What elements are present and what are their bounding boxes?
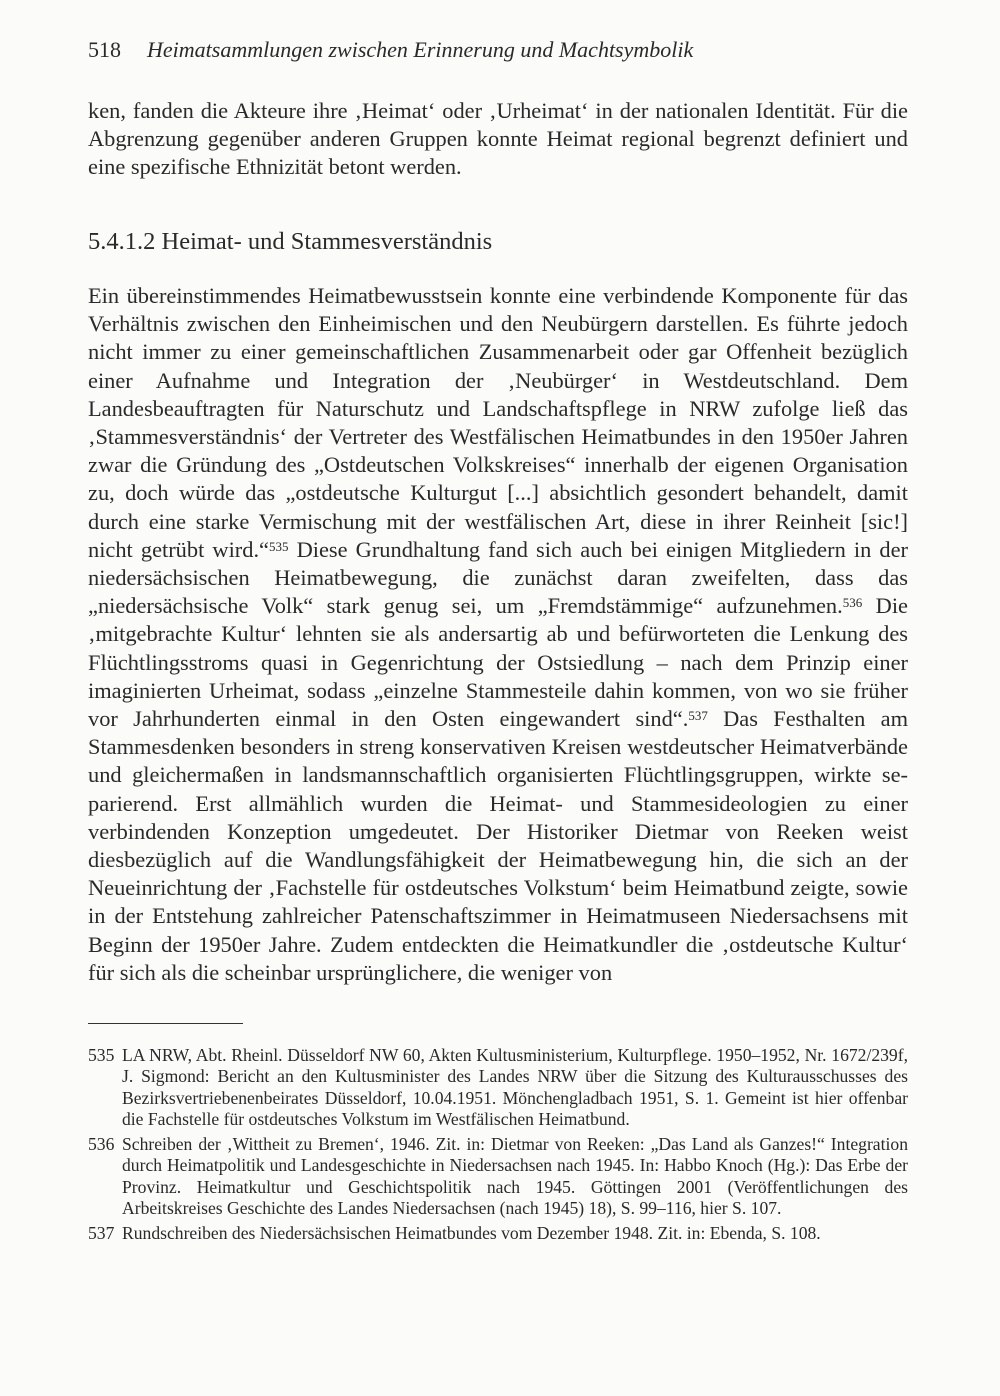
footnote-divider xyxy=(88,1023,243,1024)
paragraph-text: Diese Grundhaltung fand sich auch bei einigen Mitgliedern in der niedersächsischen Heimatbewegung, die zunächst daran zweifelten, dass das „niedersächsische Volk“ stark genug sei, um „Fremdstämmige“ aufzunehmen. xyxy=(88,536,908,619)
footnotes xyxy=(88,1045,908,1249)
running-title: Heimatsammlungen zwischen Erinnerung und Machtsymbolik xyxy=(147,37,694,62)
footnote-ref-536[interactable]: 536 xyxy=(842,595,863,611)
footnote-number: 537 xyxy=(88,1223,115,1244)
footnote-536 xyxy=(88,1134,908,1219)
footnote-ref-535[interactable]: 535 xyxy=(268,538,289,554)
footnote-number: 535 xyxy=(88,1045,115,1065)
intro-paragraph: ken, fanden die Akteure ihre ‚Heimat‘ oder ‚Urheimat‘ in der nationalen Identität. Für die Abgrenzung gegenüber anderen Gruppen konnte Heimat regional begrenzt definiert und eine spezifische Ethnizität betont werden. xyxy=(88,98,908,180)
page-number: 518 xyxy=(88,37,121,62)
paragraph-text: Ein übereinstimmendes Heimatbewusstsein konnte eine verbindende Komponente für das Verhältnis zwischen den Einheimischen und den Neubürgern darstellen. Es führte jedoch nicht immer zu einer gemeinschaftlichen Zusammenarbeit oder gar Offenheit bezüglich einer Aufnahme und Integration der ‚Neubürger‘ in Westdeutschland. Dem Landesbeauftragten für Naturschutz und Landschaftspflege in NRW zufolge ließ das ‚Stammesverständnis‘ der Vertreter des Westfälischen Heimatbundes in den 1950er Jahren zwar die Gründung des „Ostdeutschen Volkskreises“ innerhalb der eigenen Organisation zu, doch würde das „ostdeutsche Kulturgut [...] absichtlich gesondert behandelt, damit durch eine starke Vermischung mit der westfälischen Art, diese in ihrer Reinheit [sic!] nicht getrübt wird.“ xyxy=(88,283,908,562)
footnote-ref-537[interactable]: 537 xyxy=(688,708,708,724)
running-head xyxy=(88,36,908,64)
paragraph-text: Das Festhalten am Stammesdenken besonders in streng konservativen Kreisen westdeutscher Heimatverbände und gleichermaßen in landsmannschaftlich organisierten Flüchtlingsgruppen, wirkte separierend. Erst allmählich wurden die Heimat- und Stammesideologien zu einer verbindenden Konzeption umgedeutet. Der Historiker Dietmar von Reeken weist diesbezüglich auf die Wandlungsfähigkeit der Heimatbewegung hin, die sich an der Neueinrichtung der ‚Fachstelle für ostdeutsches Volkstum‘ beim Heimatbund zeigte, sowie in der Entstehung zahlreicher Patenschaftszimmer in Heimatmuseen Niedersachsens mit Beginn der 1950er Jahre. Zudem entdeckten die Heimatkundler die ‚ostdeutsche Kultur‘ für sich als die scheinbar ursprünglichere, die weniger von xyxy=(88,706,908,985)
footnote-537 xyxy=(88,1223,908,1244)
section-heading: 5.4.1.2 Heimat- und Stammesverständnis xyxy=(88,228,493,255)
main-paragraph xyxy=(88,282,908,987)
footnote-text: LA NRW, Abt. Rheinl. Düsseldorf NW 60, Akten Kultusministerium, Kulturpflege. 1950–1952, Nr. 1672/239f, J. Sigmond: Bericht an den Kultusminister des Landes NRW über die Sitzung des Kulturausschusses des Bezirksvertriebenenbeirates Düsseldorf, 10.04.1951. Mönchengladbach 1951, S. 1. Gemeint ist hier offenbar die Fachstelle für ostdeutsches Volkstum im Westfälischen Heimatbund. xyxy=(122,1045,908,1129)
paragraph-text: Die ‚mitgebrachte Kultur‘ lehnten sie als andersartig ab und befürworteten die Lenkung des Flüchtlingsstroms quasi in Gegenrichtung der Ostsiedlung – nach dem Prinzip einer imaginierten Urheimat, sodass „einzelne Stammesteile dahin kommen, von wo sie früher vor Jahrhunderten einmal in den Osten eingewandert sind“. xyxy=(88,593,908,732)
footnote-text: Schreiben der ‚Wittheit zu Bremen‘, 1946. Zit. in: Dietmar von Reeken: „Das Land als Ganzes!“ Integration durch Heimatpolitik und Landesgeschichte in Niedersachsen nach 1945. In: Habbo Knoch (Hg.): Das Erbe der Provinz. Heimatkultur und Geschichtspolitik nach 1945. Göttingen 2001 (Veröffentlichungen des Arbeitskreises Geschichte des Landes Niedersachsen (nach 1945) 18), S. 99–116, hier S. 107. xyxy=(122,1134,908,1219)
footnote-number: 536 xyxy=(88,1134,115,1155)
footnote-535 xyxy=(88,1045,908,1130)
footnote-text: Rundschreiben des Niedersächsischen Heimatbundes vom Dezember 1948. Zit. in: Ebenda, S. 108. xyxy=(122,1223,821,1244)
